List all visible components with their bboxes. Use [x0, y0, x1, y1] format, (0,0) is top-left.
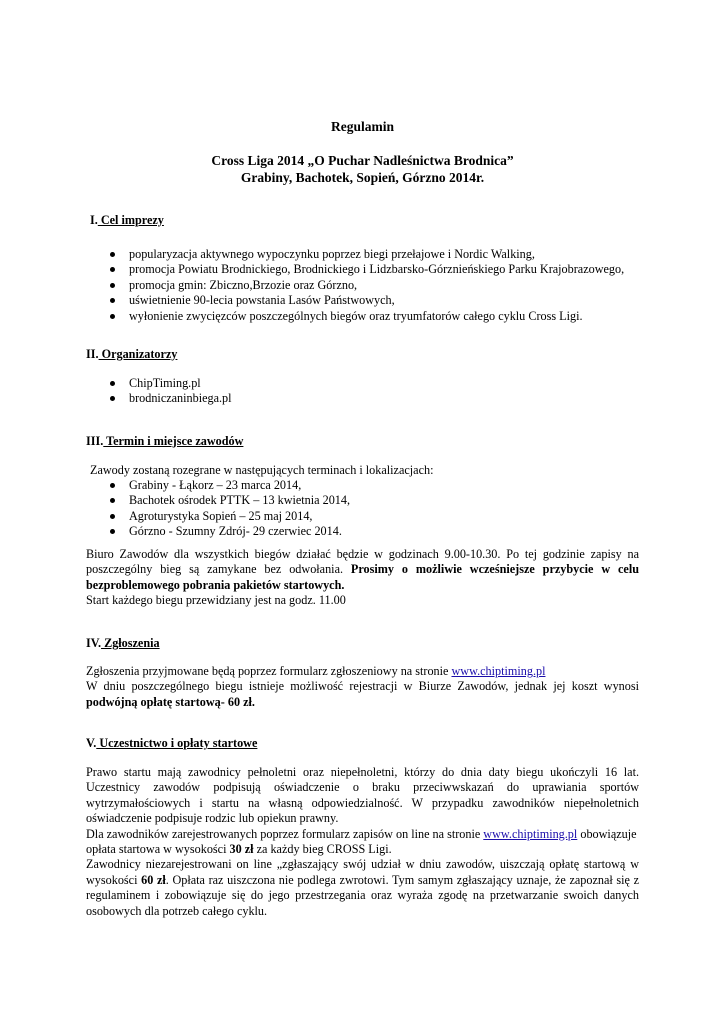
chiptiming-link[interactable]: www.chiptiming.pl: [451, 664, 546, 678]
list-item: popularyzacja aktywnego wypoczynku poprzez biegi przełajowe i Nordic Walking,: [86, 247, 624, 262]
bullet-icon: [110, 483, 115, 488]
section-1-title: Cel imprezy: [97, 213, 164, 227]
list-item: promocja gmin: Zbiczno,Brzozie oraz Górzno,: [86, 278, 624, 293]
list-item: Grabiny - Łąkorz – 23 marca 2014,: [86, 478, 350, 493]
document-subtitle-line2: Grabiny, Bachotek, Sopień, Górzno 2014r.: [240, 170, 485, 185]
bullet-icon: [110, 529, 115, 534]
section-4-number: IV.: [86, 636, 102, 650]
bullet-icon: [110, 381, 115, 386]
bullet-icon: [110, 283, 115, 288]
section-1-list: [86, 247, 624, 324]
section-2-title: Organizatorzy: [98, 347, 178, 361]
section-3-office-paragraph: Biuro Zawodów dla wszystkich biegów działać będzie w godzinach 9.00-10.30. Po tej godzinie zapisy na poszczególny bieg są zamykane bez odwołania. Prosimy o możliwie wcześniejsze przybycie w celu bezproblemowego pobrania pakietów startowych. Start każdego biegu przewidziany jest na godz. 11.00: [86, 547, 639, 608]
section-2-heading: [86, 347, 177, 362]
section-3-heading: [86, 434, 243, 449]
list-item: ChipTiming.pl: [86, 376, 232, 391]
section-1-heading: [90, 213, 164, 228]
section-3-start-time: Start każdego biegu przewidziany jest na godz. 11.00: [86, 593, 346, 608]
bullet-icon: [110, 498, 115, 503]
section-2-number: II.: [86, 347, 99, 361]
section-5-number: V.: [86, 736, 97, 750]
list-item: brodniczaninbiega.pl: [86, 391, 232, 406]
bullet-icon: [110, 314, 115, 319]
section-4-paragraph: Zgłoszenia przyjmowane będą poprzez formularz zgłoszeniowy na stronie www.chiptiming.pl W dniu poszczególnego biegu istnieje możliwość rejestracji w Biurze Zawodów, jednak jej koszt wynosi podwójną opłatę startową- 60 zł.: [86, 664, 639, 709]
section-5-paragraph: Prawo startu mają zawodnicy pełnoletni oraz niepełnoletni, którzy do dnia daty biegu ukończyli 16 lat. Uczestnicy zawodów podpisują oświadczenie o braku przeciwwskazań do uprawiania sportów wytrzymałościowych i startu na własną odpowiedzialność. W przypadku zawodników niepełnoletnich oświadczenie podpisuje rodzic lub opiekun prawny. Dla zawodników zarejestrowanych poprzez formularz zapisów on line na stronie www.chiptiming.pl obowiązuje opłata startowa w wysokości 30 zł za każdy bieg CROSS Ligi. Zawodnicy niezarejestrowani on line „zgłaszający swój udział w dniu zawodów, uiszczają opłatę startową w wysokości 60 zł. Opłata raz uiszczona nie podlega zwrotowi. Tym samym zgłaszający uznaje, że zapoznał się z regulaminem i zobowiązuje się do jego przestrzegania oraz wyraża zgodę na przetwarzanie swoich danych osobowych dla potrzeb całego cyklu.: [86, 765, 639, 918]
section-5-heading: [86, 736, 257, 751]
list-item: Bachotek ośrodek PTTK – 13 kwietnia 2014,: [86, 493, 350, 508]
list-item: Agroturystyka Sopień – 25 maj 2014,: [86, 509, 350, 524]
section-4-heading: [86, 636, 160, 651]
section-3-list: [86, 478, 350, 540]
section-3-intro: Zawody zostaną rozegrane w następujących terminach i lokalizacjach:: [90, 463, 434, 477]
section-4-title: Zgłoszenia: [101, 636, 160, 650]
list-item: Górzno - Szumny Zdrój- 29 czerwiec 2014.: [86, 524, 350, 539]
list-item: uświetnienie 90-lecia powstania Lasów Państwowych,: [86, 293, 624, 308]
section-2-list: [86, 376, 232, 407]
bullet-icon: [110, 267, 115, 272]
chiptiming-link[interactable]: www.chiptiming.pl: [483, 826, 578, 841]
document-subtitle-line1: Cross Liga 2014 „O Puchar Nadleśnictwa Brodnica”: [211, 153, 514, 168]
bullet-icon: [110, 298, 115, 303]
list-item: promocja Powiatu Brodnickiego, Brodnickiego i Lidzbarsko-Górznieńskiego Parku Krajobrazowego,: [86, 262, 624, 277]
section-5-title: Uczestnictwo i opłaty startowe: [96, 736, 258, 750]
bullet-icon: [110, 396, 115, 401]
list-item: wyłonienie zwycięzców poszczególnych biegów oraz tryumfatorów całego cyklu Cross Ligi.: [86, 309, 624, 324]
bullet-icon: [110, 252, 115, 257]
bullet-icon: [110, 514, 115, 519]
document-title: Regulamin: [330, 119, 394, 134]
section-3-title: Termin i miejsce zawodów: [103, 434, 244, 448]
section-1-number: I.: [90, 213, 98, 227]
section-3-number: III.: [86, 434, 104, 448]
